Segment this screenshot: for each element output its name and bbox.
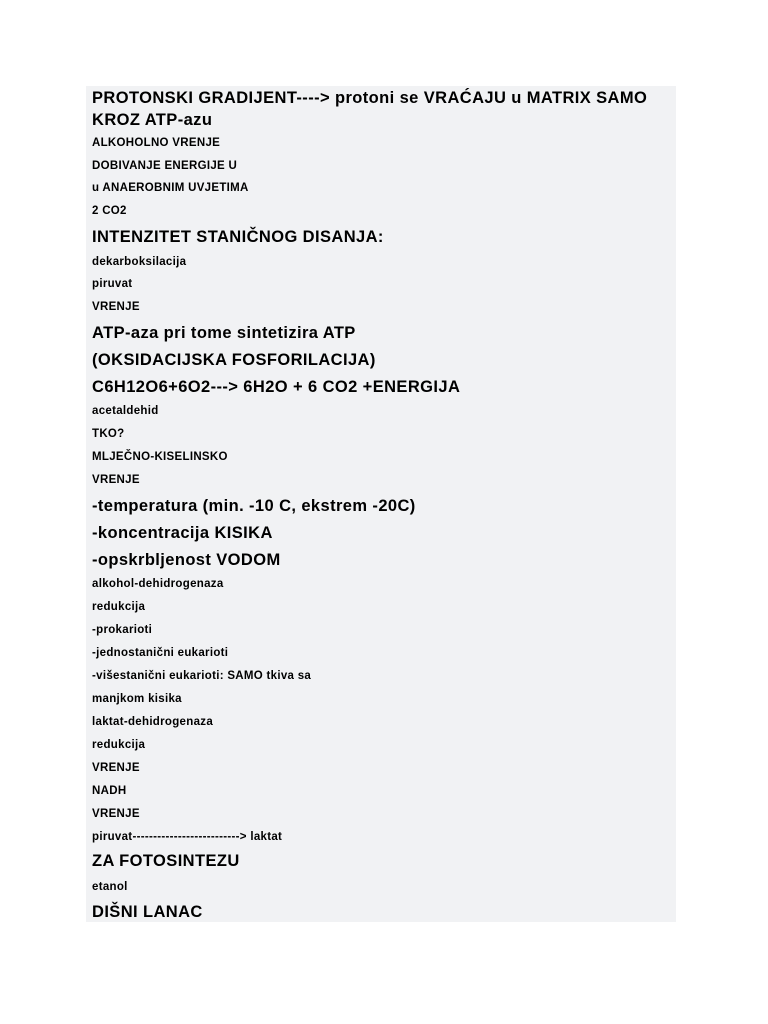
text-line: ATP-aza pri tome sintetizira ATP xyxy=(92,324,356,342)
text-line: etanol xyxy=(92,881,128,893)
text-line: ZA FOTOSINTEZU xyxy=(92,852,240,870)
text-line: laktat-dehidrogenaza xyxy=(92,716,214,728)
text-line: C6H12O6+6O2---> 6H2O + 6 CO2 +ENERGIJA xyxy=(92,378,461,396)
text-line: ALKOHOLNO VRENJE xyxy=(92,137,221,149)
text-line: piruvat--------------------------> laktat xyxy=(92,831,283,843)
text-line: u ANAEROBNIM UVJETIMA xyxy=(92,182,249,194)
text-line: TKO? xyxy=(92,428,125,440)
text-line: MLJEČNO-KISELINSKO xyxy=(92,451,228,463)
text-line: VRENJE xyxy=(92,808,140,820)
text-line: VRENJE xyxy=(92,762,140,774)
text-line: dekarboksilacija xyxy=(92,256,187,268)
text-line: INTENZITET STANIČNOG DISANJA: xyxy=(92,228,384,246)
text-line: VRENJE xyxy=(92,474,140,486)
text-line: acetaldehid xyxy=(92,405,159,417)
text-line: piruvat xyxy=(92,278,133,290)
text-line: (OKSIDACIJSKA FOSFORILACIJA) xyxy=(92,351,376,369)
text-line: manjkom kisika xyxy=(92,693,182,705)
text-line: DIŠNI LANAC xyxy=(92,903,203,921)
text-line: VRENJE xyxy=(92,301,140,313)
text-line: NADH xyxy=(92,785,127,797)
text-line: -jednostanični eukarioti xyxy=(92,647,229,659)
text-line: redukcija xyxy=(92,739,146,751)
text-line: -prokarioti xyxy=(92,624,153,636)
text-line: -koncentracija KISIKA xyxy=(92,524,273,542)
text-line: -višestanični eukarioti: SAMO tkiva sa xyxy=(92,670,312,682)
text-line: -temperatura (min. -10 C, ekstrem -20C) xyxy=(92,497,416,515)
text-line: redukcija xyxy=(92,601,146,613)
text-line: DOBIVANJE ENERGIJE U xyxy=(92,160,238,172)
text-line: alkohol-dehidrogenaza xyxy=(92,578,224,590)
text-line: PROTONSKI GRADIJENT----> protoni se VRAĆAJU u MATRIX SAMO KROZ ATP-azu xyxy=(92,89,648,129)
text-line: -opskrbljenost VODOM xyxy=(92,551,281,569)
text-line: 2 CO2 xyxy=(92,205,127,217)
